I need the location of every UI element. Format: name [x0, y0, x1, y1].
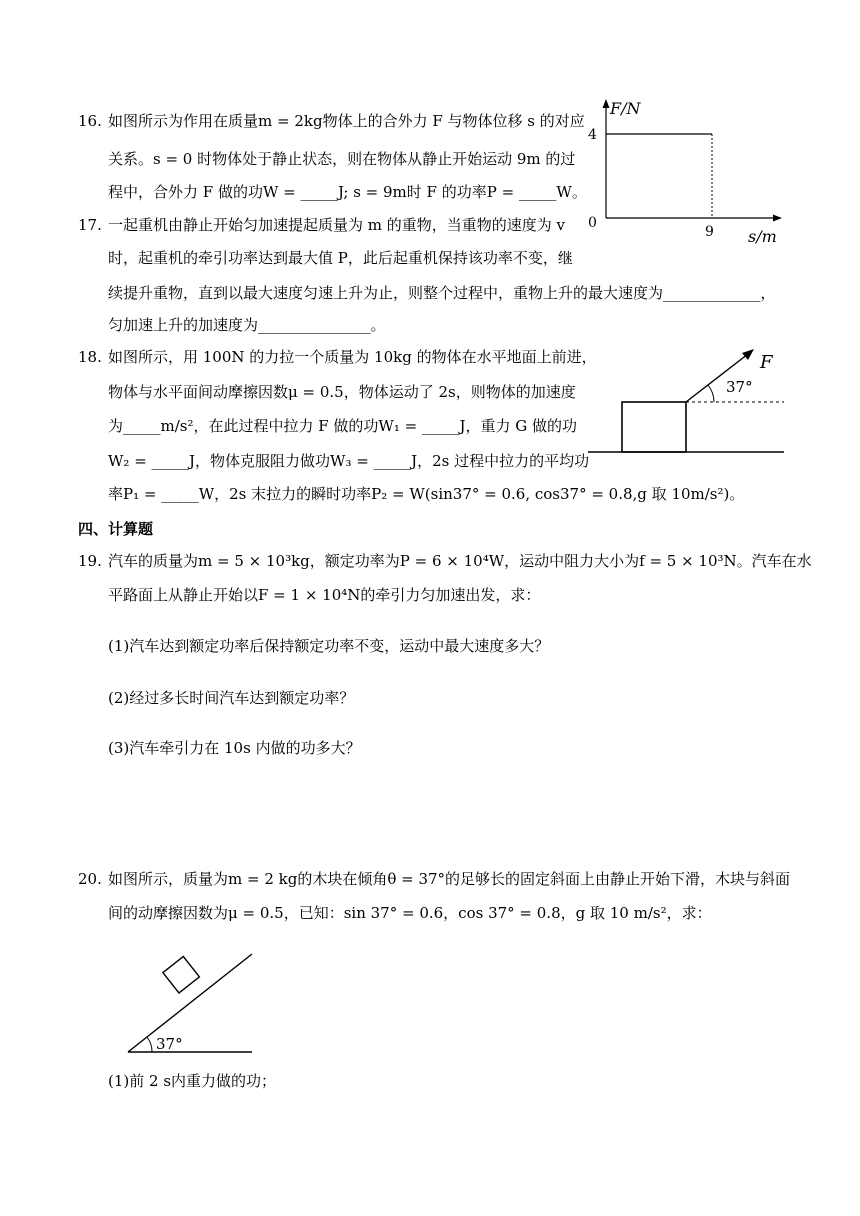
q20-angle-label: 37°: [156, 1035, 183, 1053]
q16-line-3: 程中，合外力 F 做的功W = _____J; s = 9m时 F 的功率P = _____W。: [108, 183, 587, 201]
q16-x-tick: 9: [705, 224, 714, 240]
q18-line-2: 物体与水平面间动摩擦因数μ = 0.5，物体运动了 2s，则物体的加速度: [108, 383, 576, 401]
q16-line-1: 如图所示为作用在质量m = 2kg物体上的合外力 F 与物体位移 s 的对应: [108, 112, 585, 130]
q19-line-2: 平路面上从静止开始以F = 1 × 10⁴N的牵引力匀加速出发，求：: [108, 586, 541, 604]
q20-line-2: 间的动摩擦因数为μ = 0.5，已知：sin 37° = 0.6，cos 37° = 0.8，g 取 10 m/s²，求：: [108, 904, 712, 922]
q17-line-2: 时，起重机的牵引功率达到最大值 P，此后起重机保持该功率不变，继: [108, 249, 573, 267]
q19-line-1: 汽车的质量为m = 5 × 10³kg，额定功率为P = 6 × 10⁴W，运动中阻力大小为f = 5 × 10³N。汽车在水: [108, 552, 812, 570]
q20-incline-line: [128, 954, 252, 1052]
q17-line-4: 匀加速上升的加速度为_______________。: [108, 316, 386, 334]
q18-line-4: W₂ = _____J，物体克服阻力做功W₃ = _____J，2s 过程中拉力的平均功: [108, 452, 590, 470]
section-title: 四、计算题: [78, 520, 154, 538]
q20-incline-figure: [124, 948, 264, 1058]
q17-line-1: 一起重机由静止开始匀加速提起质量为 m 的重物，当重物的速度为 v: [108, 216, 566, 234]
q18-block-pull-figure: [588, 340, 784, 458]
q16-y-arrow: [603, 99, 610, 108]
q16-x-axis-label: s/m: [748, 227, 777, 246]
q18-line-5: 率P₁ = _____W，2s 末拉力的瞬时功率P₂ = W(sin37° = 0.6, cos37° = 0.8,g 取 10m/s²)。: [108, 485, 745, 503]
q19-part-1: (1)汽车达到额定功率后保持额定功率不变，运动中最大速度多大？: [108, 637, 550, 655]
q16-force-displacement-graph: [584, 96, 784, 246]
q18-angle-arc: [708, 385, 714, 402]
q18-line-3: 为_____m/s²，在此过程中拉力 F 做的功W₁ = _____J，重力 G 做的功: [108, 417, 578, 435]
q18-block: [622, 402, 686, 452]
q20-number: 20.: [78, 870, 102, 888]
q16-number: 16.: [78, 112, 102, 130]
q20-line-1: 如图所示，质量为m = 2 kg的木块在倾角θ = 37°的足够长的固定斜面上由静止开始下滑，木块与斜面: [108, 870, 791, 888]
q19-part-3: (3)汽车牵引力在 10s 内做的功多大？: [108, 739, 361, 757]
q16-origin: 0: [588, 215, 597, 231]
q16-line-2: 关系。s = 0 时物体处于静止状态，则在物体从静止开始运动 9m 的过: [108, 150, 576, 168]
q18-number: 18.: [78, 348, 102, 366]
q16-y-axis-label: F/N: [610, 99, 641, 118]
q16-y-tick: 4: [588, 127, 597, 143]
q18-force-label: F: [760, 352, 773, 373]
q19-part-2: (2)经过多长时间汽车达到额定功率？: [108, 689, 355, 707]
q20-part-1: (1)前 2 s内重力做的功；: [108, 1072, 277, 1090]
q18-angle-label: 37°: [726, 378, 753, 396]
q17-line-3: 续提升重物，直到以最大速度匀速上升为止，则整个过程中，重物上升的最大速度为_____________，: [108, 284, 776, 302]
q20-angle-arc: [147, 1037, 152, 1052]
q16-x-arrow: [773, 215, 782, 222]
q19-number: 19.: [78, 552, 102, 570]
q18-force-arrowhead: [742, 349, 754, 360]
q20-block: [180, 961, 208, 988]
q17-number: 17.: [78, 216, 102, 234]
q18-line-1: 如图所示，用 100N 的力拉一个质量为 10kg 的物体在水平地面上前进，: [108, 348, 597, 366]
q20-block-square: [163, 956, 200, 993]
